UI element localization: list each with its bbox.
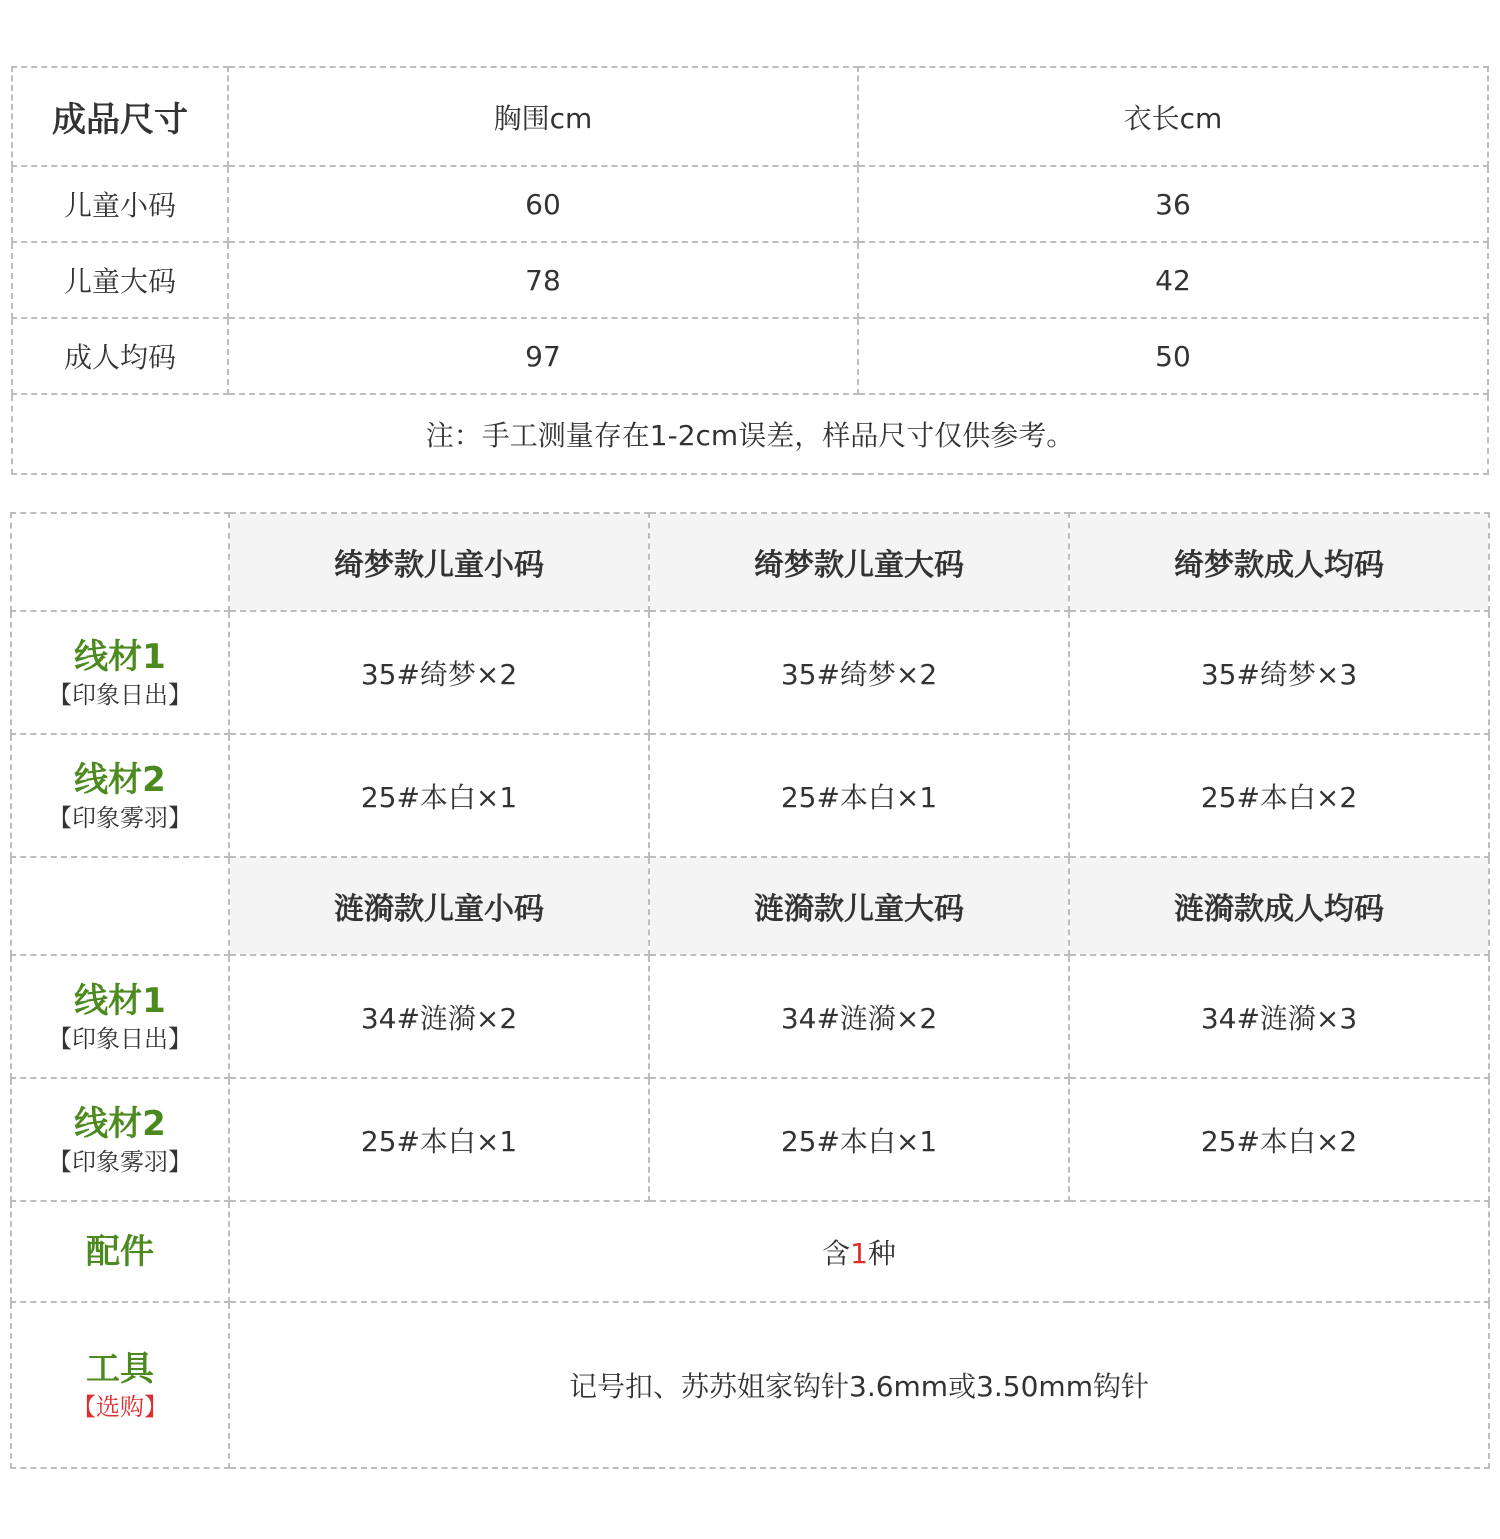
- yarn-label-cell: [11, 1078, 229, 1201]
- yarn-row: [11, 955, 1489, 1078]
- style-header: 涟漪款成人均码: [1069, 857, 1489, 955]
- yarn-label: 线材2: [74, 759, 166, 800]
- yarn-row: [11, 1078, 1489, 1201]
- size-table-title: 成品尺寸: [12, 67, 228, 166]
- style-header: 绮梦款成人均码: [1069, 513, 1489, 611]
- materials-table: [10, 512, 1490, 1469]
- chest-value: 78: [228, 242, 858, 318]
- tools-label-cell: [11, 1302, 229, 1468]
- yarn-label-cell: [11, 611, 229, 734]
- chest-value: 60: [228, 166, 858, 242]
- accessories-prefix: 含: [822, 1236, 851, 1270]
- yarn-value: 25#本白×2: [1069, 734, 1489, 857]
- yarn-value: 25#本白×1: [649, 1078, 1069, 1201]
- size-label: 儿童大码: [12, 242, 228, 318]
- accessories-label: 配件: [86, 1231, 154, 1272]
- note-row: [12, 394, 1488, 474]
- length-value: 36: [858, 166, 1488, 242]
- table-row: [12, 318, 1488, 394]
- style-header-row: [11, 513, 1489, 611]
- column-header-chest: 胸围cm: [228, 67, 858, 166]
- yarn-sublabel: 【印象日出】: [48, 680, 192, 709]
- column-header-length: 衣长cm: [858, 67, 1488, 166]
- yarn-row: [11, 611, 1489, 734]
- style-header-row: [11, 857, 1489, 955]
- tools-value: 记号扣、苏苏姐家钩针3.6mm或3.50mm钩针: [229, 1302, 1489, 1468]
- tools-label: 工具: [86, 1349, 154, 1389]
- yarn-label-cell: [11, 955, 229, 1078]
- yarn-value: 35#绮梦×2: [229, 611, 649, 734]
- measurement-note: 注：手工测量存在1-2cm误差，样品尺寸仅供参考。: [12, 394, 1488, 474]
- style-header: 绮梦款儿童大码: [649, 513, 1069, 611]
- yarn-value: 25#本白×1: [649, 734, 1069, 857]
- yarn-value: 25#本白×2: [1069, 1078, 1489, 1201]
- size-label: 儿童小码: [12, 166, 228, 242]
- table-row: [12, 242, 1488, 318]
- tools-row: [11, 1302, 1489, 1468]
- yarn-label: 线材1: [74, 980, 166, 1021]
- chest-value: 97: [228, 318, 858, 394]
- yarn-value: 35#绮梦×3: [1069, 611, 1489, 734]
- yarn-value: 34#涟漪×3: [1069, 955, 1489, 1078]
- style-header: 涟漪款儿童小码: [229, 857, 649, 955]
- table-row: [12, 166, 1488, 242]
- yarn-value: 35#绮梦×2: [649, 611, 1069, 734]
- size-table: [11, 66, 1489, 475]
- empty-corner-cell: [11, 857, 229, 955]
- yarn-sublabel: 【印象日出】: [48, 1024, 192, 1053]
- accessories-row: [11, 1201, 1489, 1302]
- yarn-label-cell: [11, 734, 229, 857]
- length-value: 50: [858, 318, 1488, 394]
- empty-corner-cell: [11, 513, 229, 611]
- yarn-value: 25#本白×1: [229, 1078, 649, 1201]
- yarn-label: 线材1: [74, 636, 166, 677]
- accessories-count: 1: [850, 1236, 868, 1270]
- length-value: 42: [858, 242, 1488, 318]
- style-header: 绮梦款儿童小码: [229, 513, 649, 611]
- yarn-value: 34#涟漪×2: [229, 955, 649, 1078]
- yarn-label: 线材2: [74, 1103, 166, 1144]
- yarn-value: 25#本白×1: [229, 734, 649, 857]
- yarn-sublabel: 【印象雾羽】: [48, 803, 192, 832]
- accessories-value: [229, 1201, 1489, 1302]
- yarn-value: 34#涟漪×2: [649, 955, 1069, 1078]
- accessories-label-cell: [11, 1201, 229, 1302]
- yarn-sublabel: 【印象雾羽】: [48, 1147, 192, 1176]
- size-label: 成人均码: [12, 318, 228, 394]
- style-header: 涟漪款儿童大码: [649, 857, 1069, 955]
- yarn-row: [11, 734, 1489, 857]
- accessories-suffix: 种: [867, 1236, 896, 1270]
- tools-sublabel: 【选购】: [72, 1393, 168, 1421]
- size-header-row: [12, 67, 1488, 166]
